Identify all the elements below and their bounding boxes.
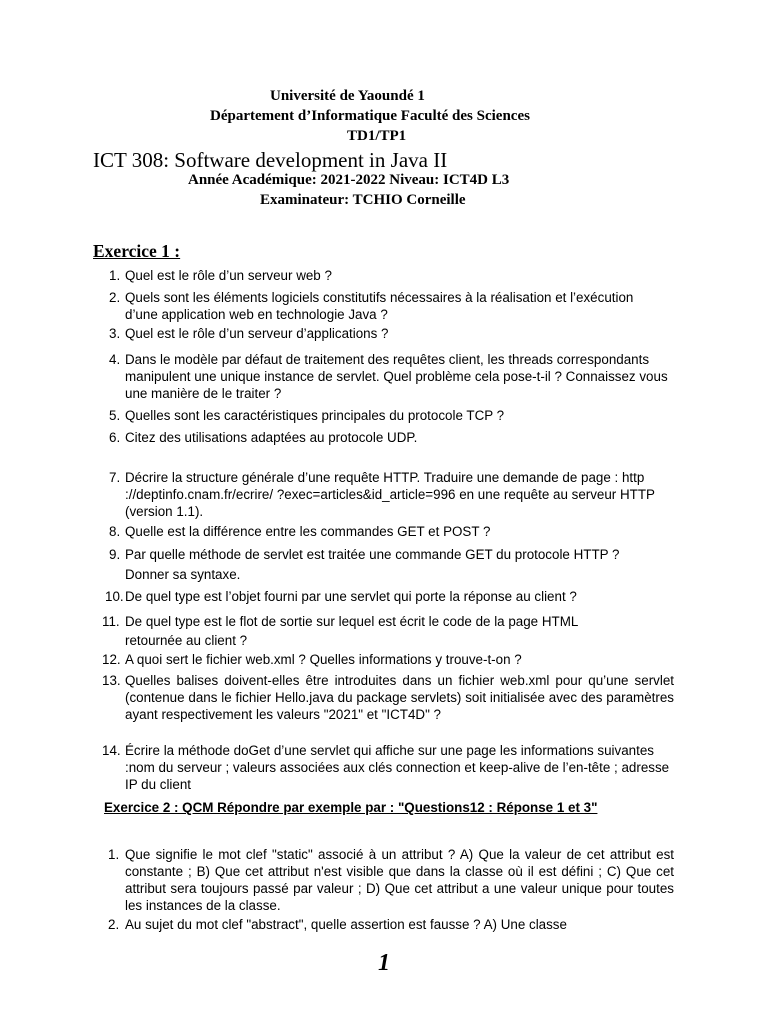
list-item: [105, 588, 665, 605]
list-item: [109, 267, 645, 284]
question-number: 4.: [109, 352, 121, 367]
question-text: De quel type est le flot de sortie sur lequel est écrit le code de la page HTML retournée au client ?: [125, 614, 578, 648]
question-text: Au sujet du mot clef "abstract", quelle assertion est fausse ? A) Une classe: [125, 917, 567, 932]
question-text: Décrire la structure générale d’une requête HTTP. Traduire une demande de page : http ://deptinfo.cnam.fr/ecrire/ ?exec=articles&id_article=996 en une requête au serveur HTTP (version 1.1).: [125, 470, 655, 519]
university-name: Université de Yaoundé 1: [270, 88, 425, 104]
question-text: Quelles balises doivent-elles être introduites dans un fichier web.xml pour qu’une servlet (contenue dans le fichier Hello.java du package servlets) soit initialisée avec des paramètres ayant respectivement les valeurs "2021" et "ICT4D" ?: [125, 673, 674, 722]
academic-info: Année Académique: 2021-2022 Niveau: ICT4D L3: [188, 172, 510, 188]
question-text: A quoi sert le fichier web.xml ? Quelles informations y trouve-t-on ?: [125, 652, 522, 667]
question-number: 1.: [108, 847, 120, 862]
question-number: 13.: [102, 673, 121, 688]
question-number: 1.: [109, 268, 121, 283]
question-number: 6.: [109, 430, 121, 445]
list-item: [109, 545, 645, 585]
list-item: [108, 916, 674, 933]
exercise2-title: Exercice 2 : QCM Répondre par exemple par : "Questions12 : Réponse 1 et 3": [104, 800, 598, 815]
list-item: [102, 612, 615, 650]
question-text: Quels sont les éléments logiciels constitutifs nécessaires à la réalisation et l’exécution d’une application web en technologie Java ?: [125, 290, 634, 322]
question-text: Dans le modèle par défaut de traitement des requêtes client, les threads correspondants manipulent une unique instance de servlet. Quel problème cela pose-t-il ? Connaissez vous une manière de le traiter ?: [125, 352, 668, 401]
page-number: 1: [378, 950, 390, 976]
exercise1-title: Exercice 1 :: [93, 241, 181, 261]
list-item: [109, 407, 645, 424]
question-text: Écrire la méthode doGet d’une servlet qui affiche sur une page les informations suivantes :nom du serveur ; valeurs associées aux clés connection et keep-alive de l’en-tête ; adresse IP du client: [125, 743, 670, 792]
question-text: De quel type est l’objet fourni par une servlet qui porte la réponse au client ?: [125, 589, 577, 604]
examiner-line: Examinateur: TCHIO Corneille: [260, 192, 466, 208]
question-number: 5.: [109, 408, 121, 423]
question-number: 2.: [109, 290, 121, 305]
question-number: 11.: [102, 614, 120, 629]
department-line: Département d’Informatique Faculté des Sciences: [210, 108, 530, 124]
question-number: 2.: [108, 917, 120, 932]
question-number: 14.: [102, 743, 121, 758]
question-number: 7.: [109, 470, 121, 485]
question-text: Quel est le rôle d’un serveur web ?: [125, 268, 332, 283]
question-number: 12.: [102, 652, 121, 667]
list-item: [102, 672, 674, 723]
question-text: Citez des utilisations adaptées au protocole UDP.: [125, 430, 418, 445]
question-number: 3.: [109, 326, 121, 341]
question-number: 8.: [109, 524, 121, 539]
question-text: Que signifie le mot clef "static" associé à un attribut ? A) Que la valeur de cet attribut est constante ; B) Que cet attribut n'est visible que dans la classe où il est défini ; C) Que cet attribut sera toujours passé par valeur ; D) Que cet attribut a une valeur unique pour toutes les instances de la classe.: [125, 847, 674, 913]
list-item: [108, 846, 674, 914]
question-text: Quelle est la différence entre les commandes GET et POST ?: [125, 524, 491, 539]
list-item: [109, 469, 655, 520]
list-item: [109, 325, 645, 342]
list-item: [109, 429, 645, 446]
list-item: [109, 289, 640, 323]
list-item: [109, 351, 670, 402]
list-item: [109, 523, 645, 540]
course-title: ICT 308: Software development in Java II: [93, 148, 448, 172]
session-label: TD1/TP1: [347, 128, 407, 144]
question-text: Par quelle méthode de servlet est traitée une commande GET du protocole HTTP ? Donner sa syntaxe.: [125, 547, 620, 582]
question-text: Quel est le rôle d’un serveur d’applications ?: [125, 326, 389, 341]
list-item: [102, 742, 670, 793]
question-number: 9.: [109, 547, 121, 562]
question-text: Quelles sont les caractéristiques principales du protocole TCP ?: [125, 408, 505, 423]
question-number: 10.: [105, 589, 124, 604]
list-item: [102, 651, 665, 668]
